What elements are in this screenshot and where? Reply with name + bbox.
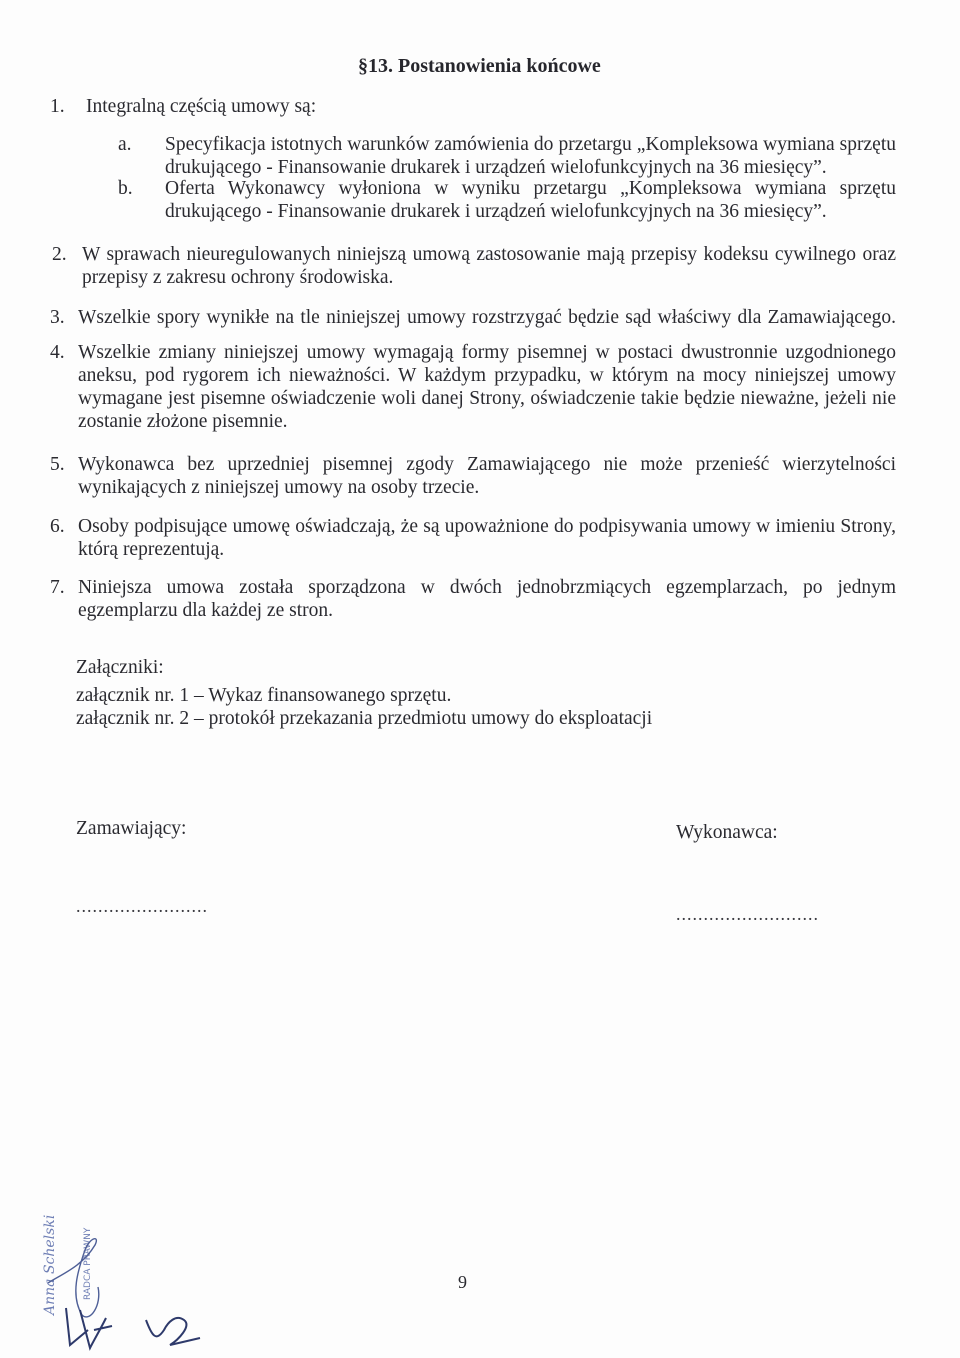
clause-text-line: drukującego - Finansowanie drukarek i urządzeń wielofunkcyjnych na 36 miesięcy”. (165, 201, 827, 222)
clause-text-line: drukującego - Finansowanie drukarek i urządzeń wielofunkcyjnych na 36 miesięcy”. (165, 157, 827, 178)
clause-text-line: Specyfikacja istotnych warunków zamówienia do przetargu „Kompleksowa wymiana sprzętu (165, 134, 896, 155)
attachment-1: załącznik nr. 1 – Wykaz finansowanego sprzętu. (76, 685, 452, 706)
attachment-2: załącznik nr. 2 – protokół przekazania przedmiotu umowy do eksploatacji (76, 708, 653, 729)
clause-number: 4. (50, 342, 65, 363)
clause-number: 6. (50, 516, 65, 537)
clause-text-line: aneksu, pod rygorem ich nieważności. W każdym przypadku, w którym na mocy niniejszej umowy (78, 365, 896, 386)
clause-text-line: Wszelkie zmiany niniejszej umowy wymagają formy pisemnej w postaci dwustronnie uzgodnionego (78, 342, 896, 363)
clause-number: 3. (50, 307, 65, 328)
orderer-label: Zamawiający: (76, 818, 187, 839)
clause-text-line: egzemplarzu dla każdej ze stron. (78, 600, 333, 621)
clause-text-line: Wszelkie spory wynikłe na tle niniejszej umowy rozstrzygać będzie sąd właściwy dla Zamawiającego. (78, 307, 896, 328)
clause-text: Integralną częścią umowy są: (86, 96, 317, 117)
initials-stroke (146, 1318, 200, 1345)
clause-text-line: Osoby podpisujące umowę oświadczają, że są upoważnione do podpisywania umowy w imieniu Strony, (78, 516, 896, 537)
clause-text-line: W sprawach nieuregulowanych niniejszą umową zastosowanie mają przepisy kodeksu cywilnego oraz (82, 244, 896, 265)
clause-number: 2. (52, 244, 67, 265)
clause-text-line: zostanie złożone pisemnie. (78, 411, 288, 432)
orderer-signature-line: ........................ (76, 896, 208, 916)
clause-number: 5. (50, 454, 65, 475)
page-number: 9 (458, 1272, 467, 1292)
initials-stroke (66, 1308, 112, 1348)
attachments-title: Załączniki: (76, 657, 164, 678)
clause-text-line: wynikających z niniejszej umowy na osoby trzecie. (78, 477, 480, 498)
clause-number: a. (118, 134, 132, 155)
clause-number: 1. (50, 96, 65, 117)
section-heading: §13. Postanowienia końcowe (358, 55, 601, 77)
contractor-signature-line: .......................... (676, 904, 819, 924)
clause-text-line: Oferta Wykonawcy wyłoniona w wyniku przetargu „Kompleksowa wymiana sprzętu (165, 178, 896, 199)
clause-text-line: Wykonawca bez uprzedniej pisemnej zgody Zamawiającego nie może przenieść wierzytelności (78, 454, 896, 475)
clause-text-line: Niniejsza umowa została sporządzona w dwóch jednobrzmiących egzemplarzach, po jednym (78, 577, 896, 598)
contractor-label: Wykonawca: (676, 822, 778, 843)
attachments-section (76, 656, 652, 730)
clause-text-line: którą reprezentują. (78, 539, 225, 560)
stamp-name: Anna Schelski (42, 1214, 58, 1315)
stamp-title: RADCA PRAWNY (83, 1227, 93, 1300)
clause-text-line: wymagane jest pisemne oświadczenie woli danej Strony, oświadczenie takie będzie nieważne, jeżeli nie (78, 388, 896, 409)
clause-number: b. (118, 178, 133, 199)
clause-text-line: przepisy z zakresu ochrony środowiska. (82, 267, 394, 288)
initials-signature (60, 1290, 210, 1355)
clause-number: 7. (50, 577, 65, 598)
